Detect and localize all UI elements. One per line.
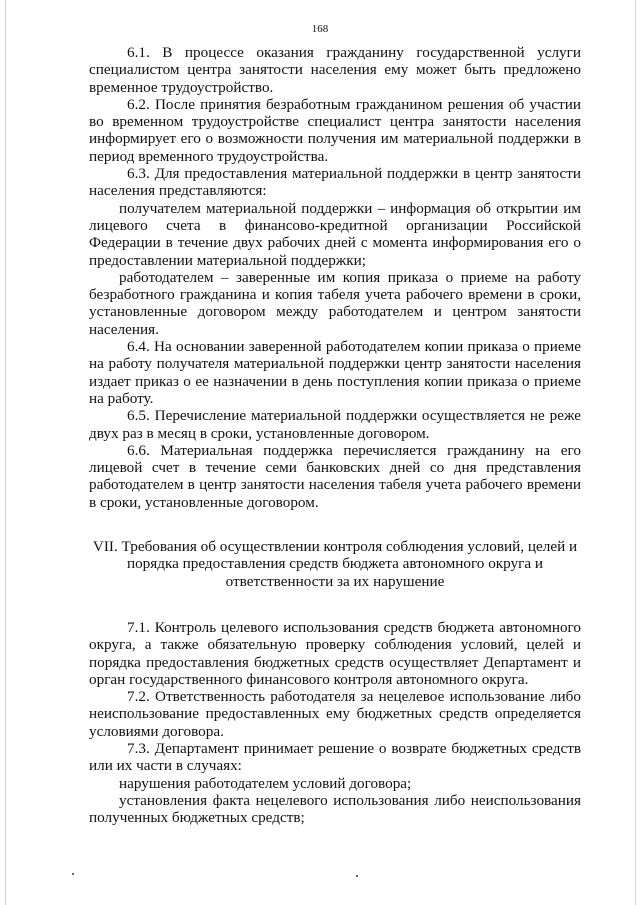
scan-edge-right	[635, 0, 636, 905]
paragraph-6-6: 6.6. Материальная поддержка перечисляется гражданину на его лицевой счет в течение семи банковских дней со дня представления работодателем в центр занятости населения табеля учета рабочего времени в сроки, установленные договором.	[89, 441, 581, 511]
paragraph-6-1: 6.1. В процессе оказания гражданину государственной услуги специалистом центра занятости населения ему может быть предложено временное трудоустройство.	[89, 44, 581, 96]
paragraph-6-5: 6.5. Перечисление материальной поддержки осуществляется не реже двух раз в месяц в сроки, установленные договором.	[89, 407, 581, 442]
section-heading-line: ответственности за их нарушение	[225, 572, 445, 590]
paragraph-6-4: 6.4. На основании заверенной работодателем копии приказа о приеме на работу получателя материальной поддержки центр занятости населения издает приказ о ее назначении в день поступления копии приказа о приеме на работу.	[89, 338, 581, 407]
section-heading	[89, 538, 581, 590]
page-number: 168	[311, 23, 329, 35]
scan-speck	[72, 873, 74, 875]
paragraph-7-2: 7.2. Ответственность работодателя за нецелевое использование либо неиспользование предоставленных ему бюджетных средств определяется условиями договора.	[89, 688, 581, 740]
paragraph-6-3-item-recipient: получателем материальной поддержки – информация об открытии им лицевого счета в финансово-кредитной организации Российской Федерации в течение двух рабочих дней с момента информирования его о предоставлении материальной поддержки;	[89, 199, 581, 269]
document-body	[89, 44, 581, 826]
section-heading-line: порядка предоставления средств бюджета автономного округа и	[126, 555, 544, 573]
scan-speck	[356, 875, 358, 877]
scan-edge-left	[5, 0, 6, 905]
paragraph-6-3: 6.3. Для предоставления материальной поддержки в центр занятости населения представляются:	[89, 165, 581, 200]
section-heading-line: VII. Требования об осуществлении контроля соблюдения условий, целей и	[92, 538, 578, 556]
paragraph-7-3-item-violation: нарушения работодателем условий договора;	[119, 774, 412, 792]
paragraph-7-3-item-misuse: установления факта нецелевого использования либо неиспользования полученных бюджетных средств;	[89, 791, 581, 827]
paragraph-7-3: 7.3. Департамент принимает решение о возврате бюджетных средств или их части в случаях:	[89, 739, 581, 775]
paragraph-6-3-item-employer: работодателем – заверенные им копия приказа о приеме на работу безработного гражданина и копия табеля учета рабочего времени в сроки, установленные договором между работодателем и центром занятости населения.	[89, 268, 581, 338]
paragraph-7-1: 7.1. Контроль целевого использования средств бюджета автономного округа, а также обязательную проверку соблюдения условий, целей и порядка предоставления бюджетных средств осуществляет Департамент и орган государственного финансового контроля автономного округа.	[89, 618, 581, 688]
paragraph-6-2: 6.2. После принятия безработным гражданином решения об участии во временном трудоустройстве специалист центра занятости населения информирует его о возможности получения им материальной поддержки в период временного трудоустройства.	[89, 95, 581, 165]
